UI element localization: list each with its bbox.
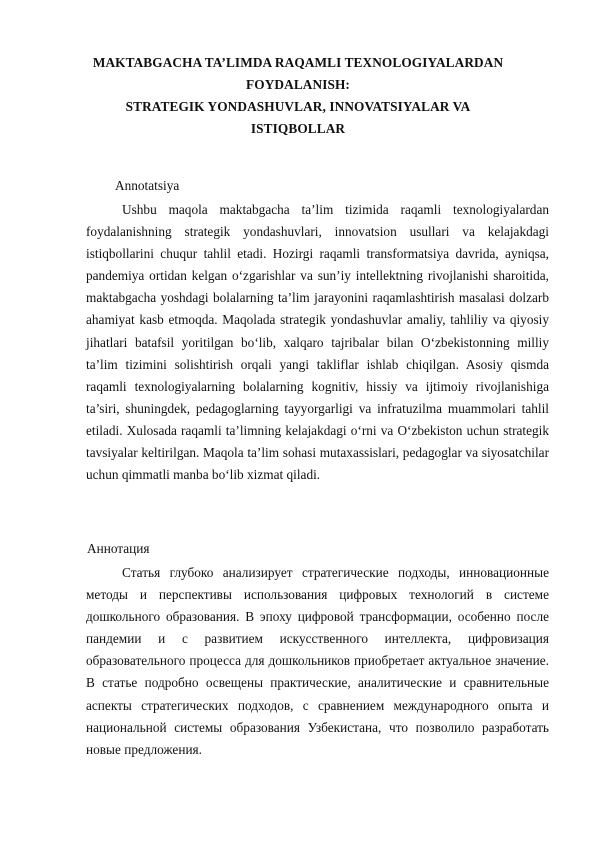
title-line-1: MAKTABGACHA TA’LIMDA RAQAMLI TEXNOLOGIYALARDAN xyxy=(92,55,504,70)
title-line-4: ISTIQBOLLAR xyxy=(250,121,346,136)
annotation-ru-heading: Аннотация xyxy=(87,541,150,556)
paper-title xyxy=(60,52,536,140)
title-line-3: STRATEGIK YONDASHUVLAR, INNOVATSIYALAR VA xyxy=(125,99,471,114)
annotation-uz-heading: Annotatsiya xyxy=(115,178,180,193)
annotation-uz-text: Ushbu maqola maktabgacha ta’lim tizimida raqamli texnologiyalardan foydalanishning strategik yondashuvlari, innovatsion usullari va kelajakdagi istiqbollarini chuqur tahlil etadi. Hozirgi raqamli transformatsiya davrida, ayniqsa, pandemiya ortidan kelgan o‘zgarishlar va sun’iy intellektning rivojlanishi sharoitida, maktabgacha yoshdagi bolalarning ta’lim jarayonini raqamlashtirish masalasi dolzarb ahamiyat kasb etmoqda. Maqolada strategik yondashuvlar amaliy, tahliliy va qiyosiy jihatlari batafsil yoritilgan bo‘lib, xalqaro tajribalar bilan O‘zbekistonning milliy ta’lim tizimini solishtirish orqali yangi takliflar ishlab chiqilgan. Asosiy qismda raqamli texnologiyalarning bolalarning kognitiv, hissiy va ijtimoiy rivojlanishiga ta’siri, shuningdek, pedagoglarning tayyorgarligi va infratuzilma muammolari tahlil etiladi. Xulosada raqamli ta’limning kelajakdagi o‘rni va O‘zbekiston uchun strategik tavsiyalar keltirilgan. Maqola ta’lim sohasi mutaxassislari, pedagoglar va siyosatchilar uchun qimmatli manba bo‘lib xizmat qiladi. xyxy=(86,202,549,483)
title-line-2: FOYDALANISH: xyxy=(246,77,350,92)
annotation-ru-text: Статья глубоко анализирует стратегические подходы, инновационные методы и перспективы использования цифровых технологий в системе дошкольного образования. В эпоху цифровой трансформации, особенно после пандемии и с развитием искусственного интеллекта, цифровизация образовательного процесса для дошкольников приобретает актуальное значение. В статье подробно освещены практические, аналитические и сравнительные аспекты стратегических подходов, с сравнением международного опыта и национальной системы образования Узбекистана, что позволило разработать новые предложения. xyxy=(86,565,549,757)
